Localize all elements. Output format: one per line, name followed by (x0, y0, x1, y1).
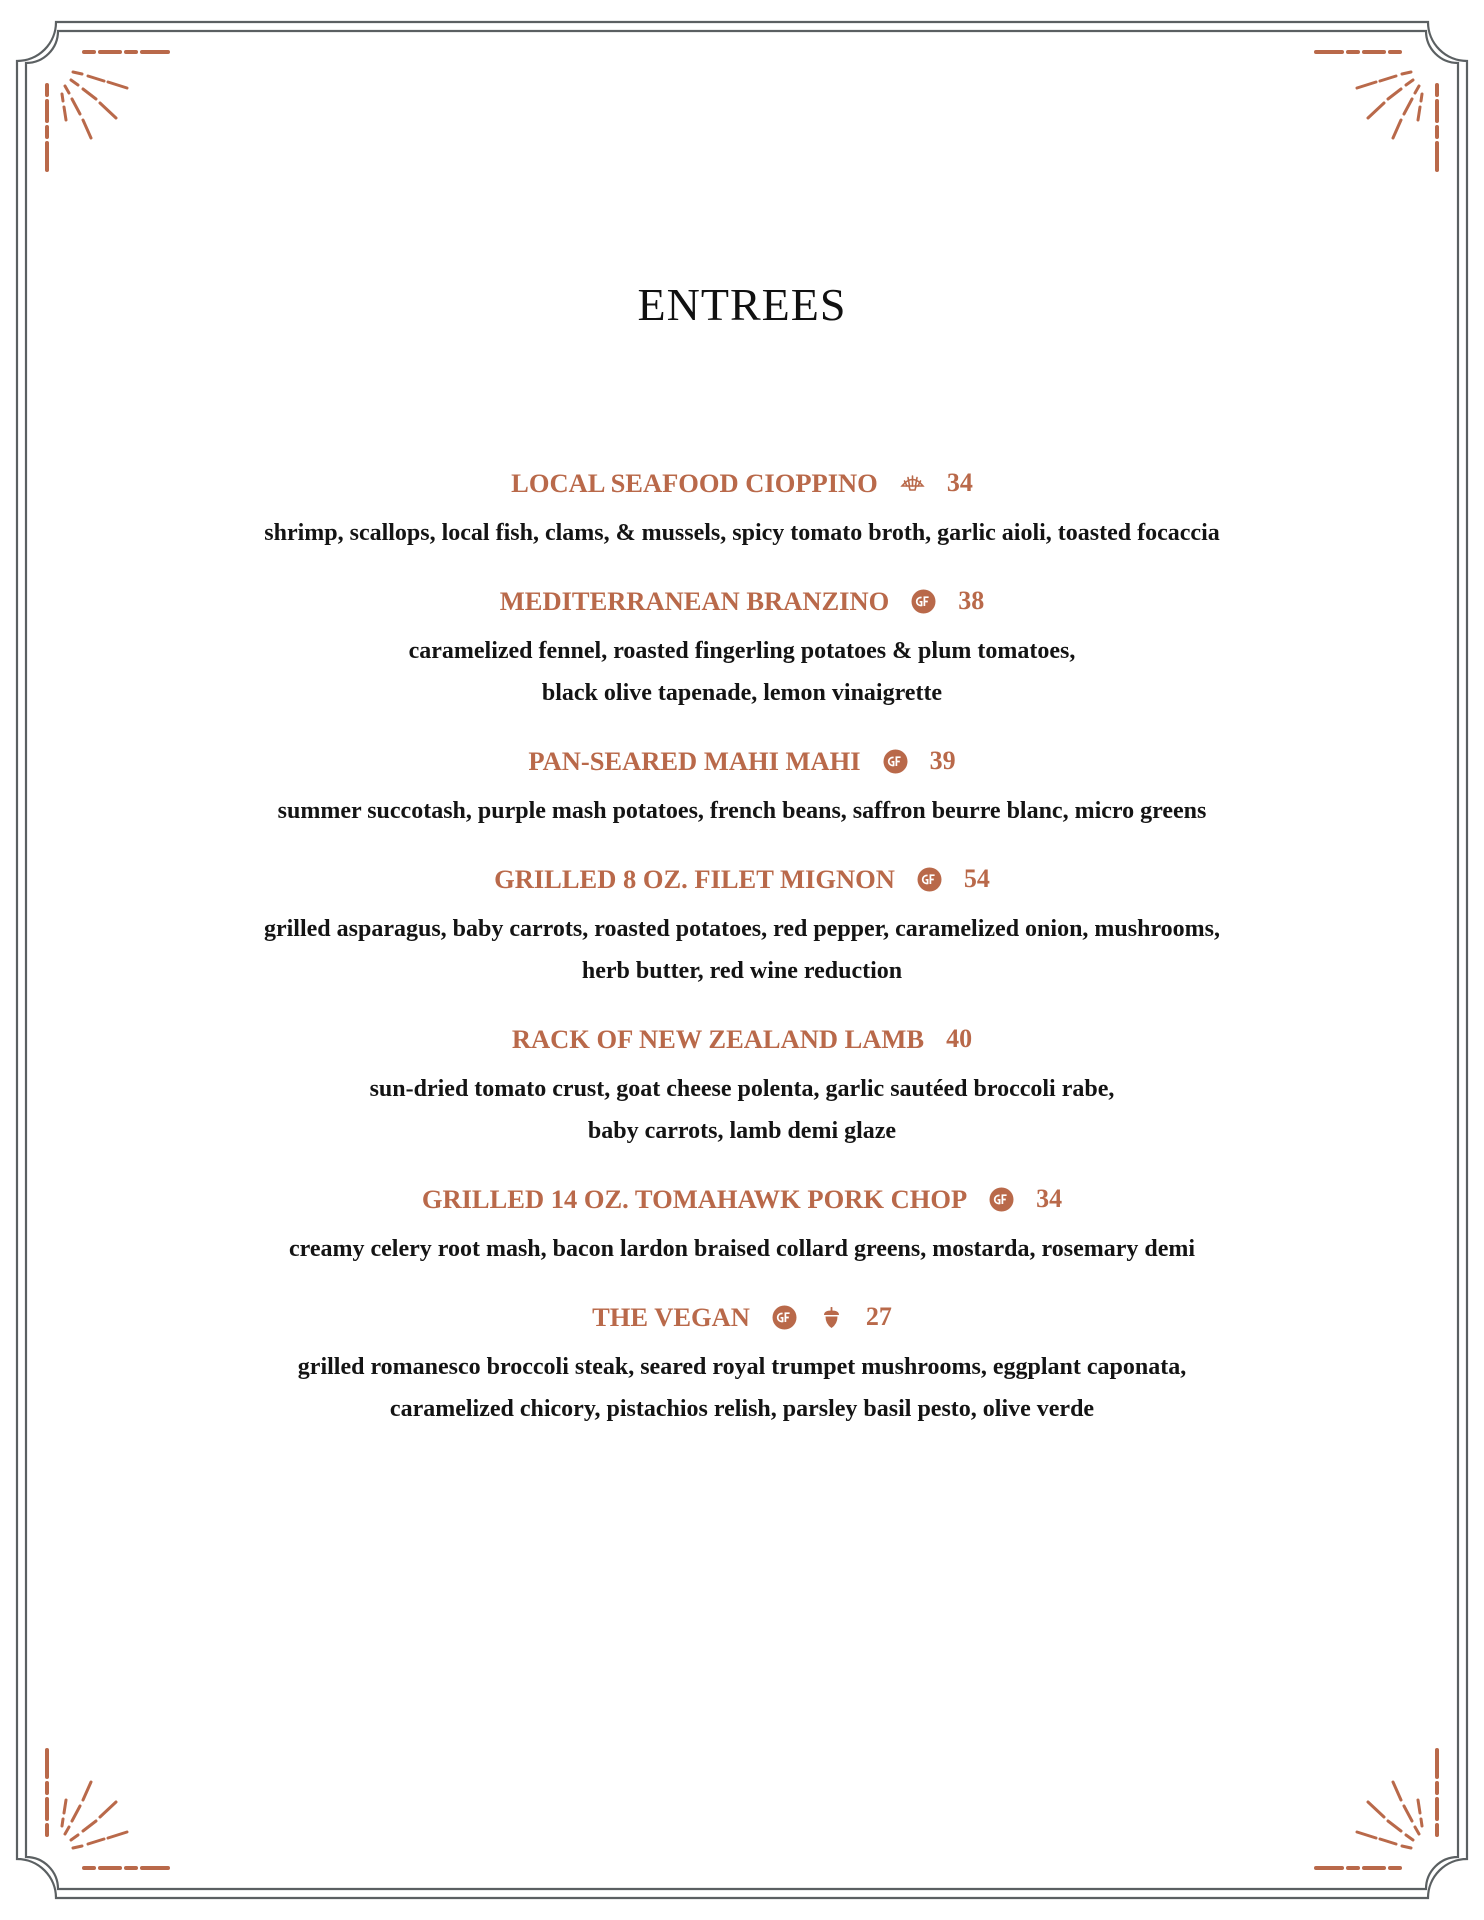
menu-item-description (0, 512, 1484, 554)
menu-item (0, 744, 1484, 832)
acorn-icon (819, 1305, 844, 1330)
shell-icon (900, 471, 925, 496)
description-line: caramelized chicory, pistachios relish, parsley basil pesto, olive verde (389, 1396, 1095, 1422)
menu-item (0, 1182, 1484, 1270)
description-line: grilled romanesco broccoli steak, seared royal trumpet mushrooms, eggplant caponata, (297, 1354, 1187, 1380)
menu-item (0, 584, 1484, 714)
page-title: ENTREES (637, 279, 847, 330)
menu-item-description (0, 1346, 1484, 1430)
description-line: creamy celery root mash, bacon lardon braised collard greens, mostarda, rosemary demi (288, 1236, 1196, 1262)
description-line: caramelized fennel, roasted fingerling potatoes & plum tomatoes, (408, 638, 1076, 664)
menu-item-header (0, 862, 1484, 896)
description-line: sun-dried tomato crust, goat cheese polenta, garlic sautéed broccoli rabe, (369, 1076, 1115, 1102)
menu-item-name: GRILLED 8 OZ. FILET MIGNON (494, 863, 895, 894)
menu-item (0, 1300, 1484, 1430)
menu-item-name: LOCAL SEAFOOD CIOPPINO (511, 467, 878, 498)
menu-item-name: THE VEGAN (592, 1301, 750, 1332)
menu-item-name: MEDITERRANEAN BRANZINO (499, 585, 890, 616)
menu-item-description (0, 908, 1484, 992)
entrees-menu (0, 466, 1484, 1460)
description-line: baby carrots, lamb demi glaze (587, 1118, 897, 1144)
menu-item-name: RACK OF NEW ZEALAND LAMB (511, 1023, 925, 1054)
description-line: shrimp, scallops, local fish, clams, & mussels, spicy tomato broth, garlic aioli, toasted focaccia (264, 520, 1220, 546)
menu-item-price: 40 (946, 1024, 973, 1053)
menu-item-header (0, 1022, 1484, 1056)
gluten-free-icon (989, 1187, 1014, 1212)
menu-item-description (0, 630, 1484, 714)
description-line: black olive tapenade, lemon vinaigrette (541, 680, 943, 706)
menu-item-price: 34 (946, 468, 973, 497)
description-line: grilled asparagus, baby carrots, roasted potatoes, red pepper, caramelized onion, mushrooms, (263, 916, 1220, 942)
menu-item-price: 27 (865, 1302, 892, 1331)
gluten-free-icon (917, 867, 942, 892)
gluten-free-icon (883, 749, 908, 774)
corner-ornament (47, 52, 168, 170)
menu-item-description (0, 1228, 1484, 1270)
menu-item-price: 34 (1036, 1184, 1063, 1213)
menu-item-name: GRILLED 14 OZ. TOMAHAWK PORK CHOP (421, 1183, 968, 1214)
menu-item-price: 54 (963, 864, 990, 893)
menu-item (0, 466, 1484, 554)
menu-item-price: 38 (958, 586, 985, 615)
menu-item-description (0, 1068, 1484, 1152)
menu-item-price: 39 (929, 746, 956, 775)
menu-item-description (0, 790, 1484, 832)
menu-item-name: PAN-SEARED MAHI MAHI (528, 745, 861, 776)
menu-item-header (0, 1300, 1484, 1334)
description-line: herb butter, red wine reduction (581, 958, 903, 984)
menu-item-header (0, 466, 1484, 500)
menu-item-header (0, 1182, 1484, 1216)
gluten-free-icon (772, 1305, 797, 1330)
menu-item-header (0, 744, 1484, 778)
menu-item-header (0, 584, 1484, 618)
gluten-free-icon (911, 589, 936, 614)
menu-item (0, 862, 1484, 992)
description-line: summer succotash, purple mash potatoes, french beans, saffron beurre blanc, micro greens (277, 798, 1207, 824)
menu-item (0, 1022, 1484, 1152)
